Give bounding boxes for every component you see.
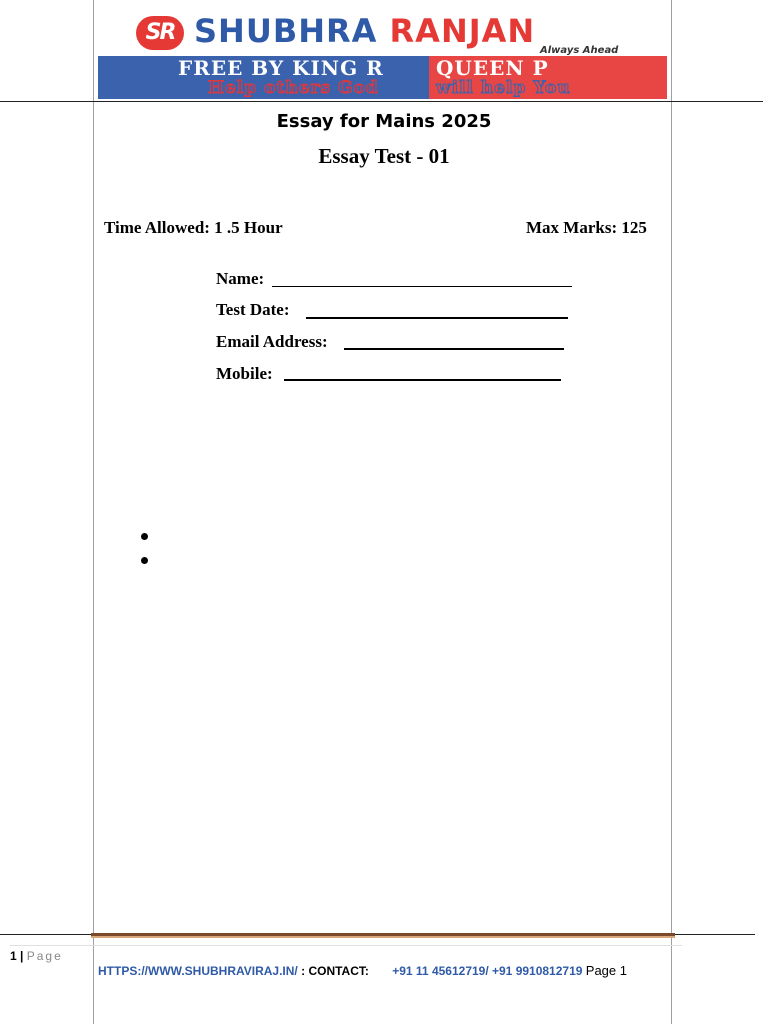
email-label: Email Address: bbox=[216, 332, 328, 351]
contact-label: : CONTACT: bbox=[301, 964, 369, 978]
time-allowed: Time Allowed: 1 .5 Hour bbox=[104, 218, 283, 237]
footer-divider bbox=[10, 945, 682, 946]
test-date-field-line[interactable] bbox=[306, 317, 568, 319]
brand-tagline: Always Ahead bbox=[540, 45, 619, 56]
document-title: Essay for Mains 2025 bbox=[276, 111, 492, 132]
name-field-line[interactable] bbox=[272, 286, 572, 287]
max-marks: Max Marks: 125 bbox=[526, 218, 647, 237]
banner-left-top: FREE BY KING R bbox=[178, 56, 384, 80]
header-banner bbox=[98, 56, 667, 99]
name-label: Name: bbox=[216, 269, 265, 288]
right-margin-line bbox=[671, 0, 672, 1024]
contact-phones: +91 11 45612719/ +91 9910812719 bbox=[392, 964, 583, 978]
mobile-label: Mobile: bbox=[216, 364, 273, 383]
brand-logo bbox=[136, 14, 636, 54]
footer-bar-accent bbox=[91, 936, 675, 938]
banner-right-bottom: will help You bbox=[436, 78, 571, 98]
page-number: 1 bbox=[10, 949, 17, 963]
list-bullet bbox=[141, 533, 148, 540]
banner-right-top: QUEEN P bbox=[436, 56, 549, 80]
page-word: Page bbox=[26, 949, 63, 963]
sr-logo-icon: SR bbox=[136, 16, 184, 50]
left-margin-line bbox=[93, 0, 94, 1024]
page-label bbox=[10, 949, 63, 963]
brand-second: RANJAN bbox=[389, 12, 536, 50]
banner-left-bottom: Help others God bbox=[208, 78, 379, 98]
footer-page-text: Page 1 bbox=[585, 963, 627, 978]
test-date-label: Test Date: bbox=[216, 300, 290, 319]
brand-first: SHUBHRA bbox=[194, 12, 378, 50]
list-bullet bbox=[141, 557, 148, 564]
header-rule bbox=[0, 101, 763, 102]
mobile-field-line[interactable] bbox=[284, 379, 561, 381]
footer-contact bbox=[98, 963, 627, 978]
email-field-line[interactable] bbox=[344, 348, 564, 350]
page-separator: | bbox=[20, 949, 24, 963]
website-link[interactable]: HTTPS://WWW.SHUBHRAVIRAJ.IN/ bbox=[98, 964, 298, 978]
brand-name bbox=[194, 12, 535, 50]
document-subtitle: Essay Test - 01 bbox=[318, 144, 450, 168]
